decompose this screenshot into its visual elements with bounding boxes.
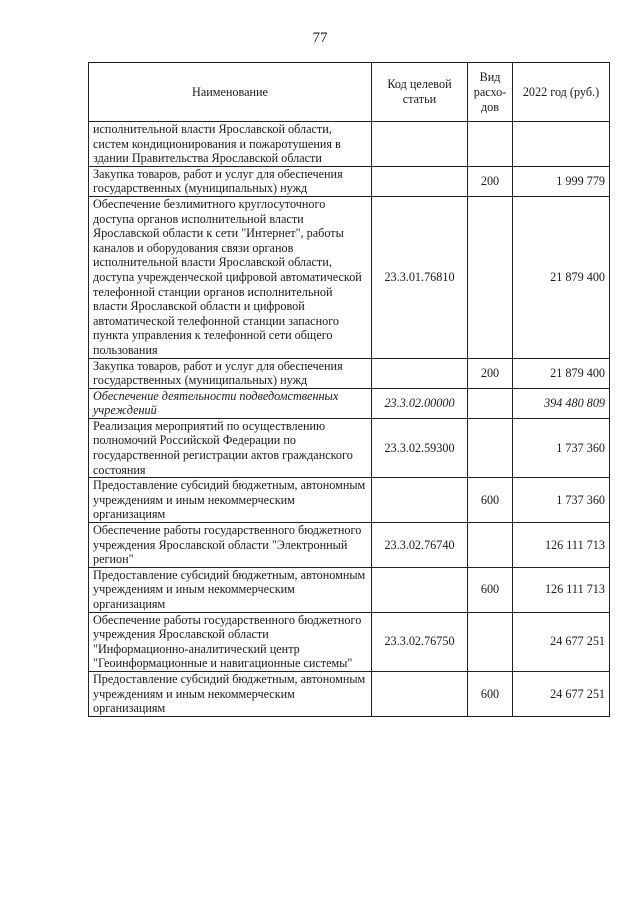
header-name: Наименование bbox=[89, 63, 372, 122]
header-code: Код целевой статьи bbox=[372, 63, 468, 122]
row-amount: 126 111 713 bbox=[513, 567, 610, 612]
row-type: 200 bbox=[468, 166, 513, 196]
table-row bbox=[89, 166, 610, 196]
row-amount: 394 480 809 bbox=[513, 388, 610, 418]
table-row bbox=[89, 612, 610, 671]
budget-table bbox=[88, 62, 610, 717]
row-name: Предоставление субсидий бюджетным, автономным учреждениям и иным некоммерческим организациям bbox=[89, 478, 372, 523]
row-code: 23.3.02.00000 bbox=[372, 388, 468, 418]
table-row bbox=[89, 567, 610, 612]
header-type: Вид расхо-дов bbox=[468, 63, 513, 122]
row-amount: 1 999 779 bbox=[513, 166, 610, 196]
row-name: исполнительной власти Ярославской области, систем кондиционирования и пожаротушения в здании Правительства Ярославской области bbox=[89, 122, 372, 167]
row-amount: 1 737 360 bbox=[513, 478, 610, 523]
table-row bbox=[89, 418, 610, 477]
row-type bbox=[468, 388, 513, 418]
table-row bbox=[89, 196, 610, 358]
row-name: Закупка товаров, работ и услуг для обеспечения государственных (муниципальных) нужд bbox=[89, 358, 372, 388]
row-type bbox=[468, 418, 513, 477]
row-amount: 21 879 400 bbox=[513, 196, 610, 358]
table-row bbox=[89, 478, 610, 523]
table-row bbox=[89, 358, 610, 388]
row-code: 23.3.02.76750 bbox=[372, 612, 468, 671]
row-amount: 126 111 713 bbox=[513, 523, 610, 568]
row-name: Предоставление субсидий бюджетным, автономным учреждениям и иным некоммерческим организациям bbox=[89, 567, 372, 612]
row-code: 23.3.02.76740 bbox=[372, 523, 468, 568]
row-name: Обеспечение работы государственного бюджетного учреждения Ярославской области "Электронный регион" bbox=[89, 523, 372, 568]
row-code bbox=[372, 122, 468, 167]
row-amount bbox=[513, 122, 610, 167]
row-amount: 24 677 251 bbox=[513, 612, 610, 671]
row-type: 600 bbox=[468, 567, 513, 612]
table-row bbox=[89, 388, 610, 418]
row-type bbox=[468, 122, 513, 167]
row-name: Обеспечение деятельности подведомственных учреждений bbox=[89, 388, 372, 418]
row-type: 600 bbox=[468, 671, 513, 716]
row-code bbox=[372, 358, 468, 388]
row-amount: 21 879 400 bbox=[513, 358, 610, 388]
row-name: Реализация мероприятий по осуществлению полномочий Российской Федерации по государственной регистрации актов гражданского состояния bbox=[89, 418, 372, 477]
row-type bbox=[468, 523, 513, 568]
row-code: 23.3.01.76810 bbox=[372, 196, 468, 358]
row-code: 23.3.02.59300 bbox=[372, 418, 468, 477]
row-code bbox=[372, 671, 468, 716]
row-code bbox=[372, 567, 468, 612]
row-code bbox=[372, 478, 468, 523]
header-amount: 2022 год (руб.) bbox=[513, 63, 610, 122]
row-name: Закупка товаров, работ и услуг для обеспечения государственных (муниципальных) нужд bbox=[89, 166, 372, 196]
row-name: Обеспечение безлимитного круглосуточного доступа органов исполнительной власти Ярославской области к сети "Интернет", работы каналов и оборудования связи органов исполнительной власти Ярославской области, доступа учрежденческой цифровой автоматической телефонной станции органов исполнительной власти Ярославской области и цифровой автоматической телефонной станции запасного пункта управления к телефонной сети общего пользования bbox=[89, 196, 372, 358]
table-header-row bbox=[89, 63, 610, 122]
row-amount: 1 737 360 bbox=[513, 418, 610, 477]
table-row bbox=[89, 671, 610, 716]
row-type bbox=[468, 612, 513, 671]
table-row bbox=[89, 122, 610, 167]
row-name: Обеспечение работы государственного бюджетного учреждения Ярославской области "Информационно-аналитический центр "Геоинформационные и навигационные системы" bbox=[89, 612, 372, 671]
row-name: Предоставление субсидий бюджетным, автономным учреждениям и иным некоммерческим организациям bbox=[89, 671, 372, 716]
page-number: 77 bbox=[312, 30, 328, 46]
row-type bbox=[468, 196, 513, 358]
row-amount: 24 677 251 bbox=[513, 671, 610, 716]
table-row bbox=[89, 523, 610, 568]
row-type: 600 bbox=[468, 478, 513, 523]
row-type: 200 bbox=[468, 358, 513, 388]
row-code bbox=[372, 166, 468, 196]
